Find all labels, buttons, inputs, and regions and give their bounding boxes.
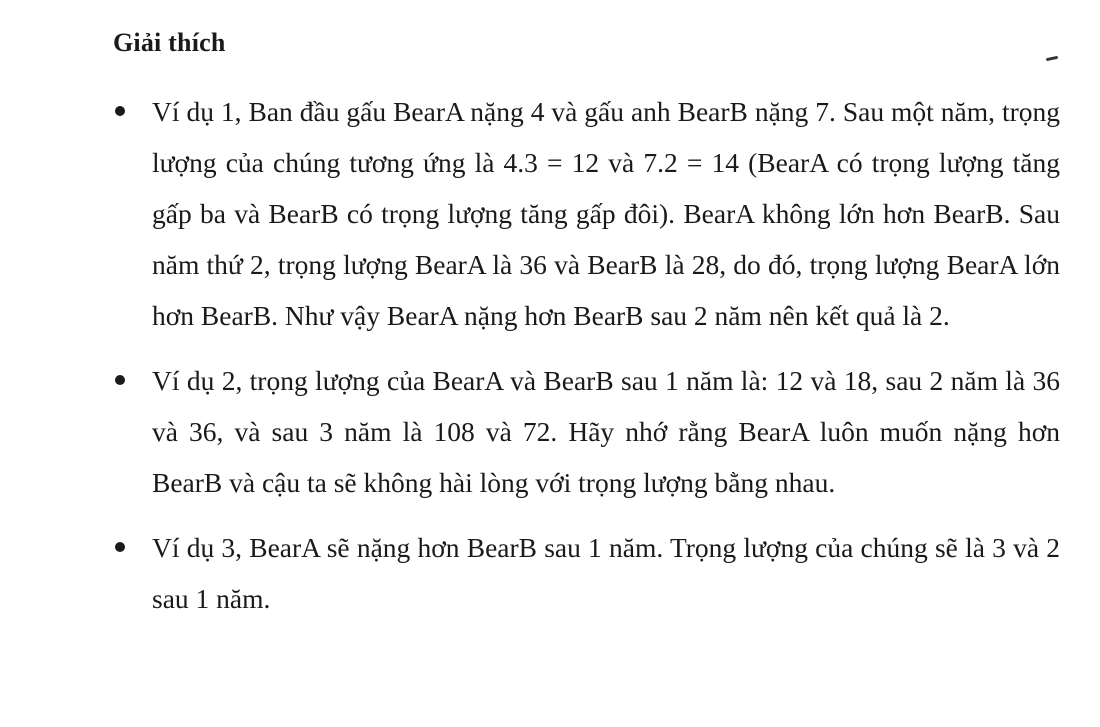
bullet-icon xyxy=(115,106,125,116)
list-item-example-1 xyxy=(110,86,1060,341)
bullet-icon xyxy=(115,375,125,385)
list-item-text: Ví dụ 1, Ban đầu gấu BearA nặng 4 và gấu anh BearB nặng 7. Sau một năm, trọng lượng của chúng tương ứng là 4.3 = 12 và 7.2 = 14 (BearA có trọng lượng tăng gấp ba và BearB có trọng lượng tăng gấp đôi). BearA không lớn hơn BearB. Sau năm thứ 2, trọng lượng BearA là 36 và BearB là 28, do đó, trọng lượng BearA lớn hơn BearB. Như vậy BearA nặng hơn BearB sau 2 năm nên kết quả là 2. xyxy=(152,96,1060,331)
list-item-example-2 xyxy=(110,355,1060,508)
scan-mark xyxy=(1046,56,1058,61)
list-item-example-3 xyxy=(110,522,1060,624)
list-item-text: Ví dụ 3, BearA sẽ nặng hơn BearB sau 1 năm. Trọng lượng của chúng sẽ là 3 và 2 sau 1 năm. xyxy=(152,532,1060,614)
explanation-list xyxy=(110,86,1060,624)
list-item-text: Ví dụ 2, trọng lượng của BearA và BearB sau 1 năm là: 12 và 18, sau 2 năm là 36 và 36, và sau 3 năm là 108 và 72. Hãy nhớ rằng BearA luôn muốn nặng hơn BearB và cậu ta sẽ không hài lòng với trọng lượng bằng nhau. xyxy=(152,365,1060,498)
section-heading: Giải thích xyxy=(113,28,226,57)
bullet-icon xyxy=(115,542,125,552)
